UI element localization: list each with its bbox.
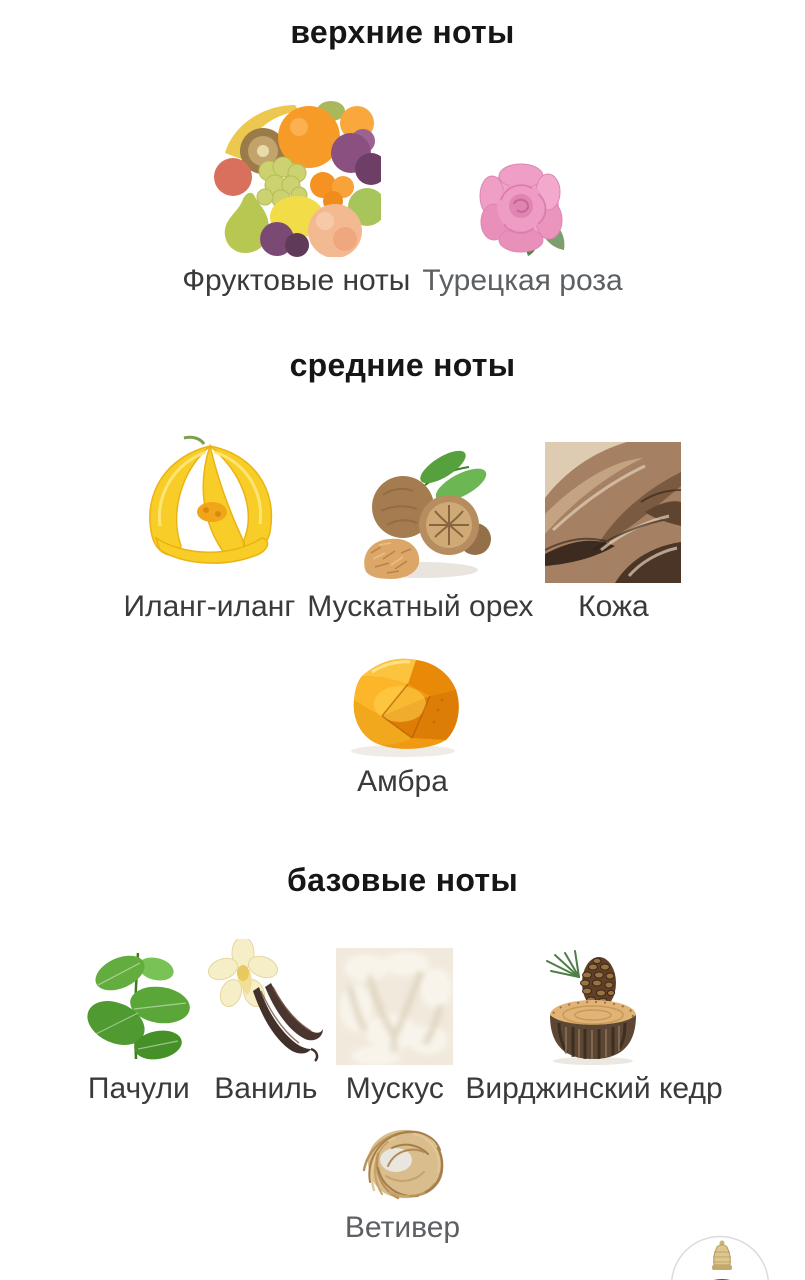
vetiver-image xyxy=(358,1120,446,1204)
middle-notes-title: средние ноты xyxy=(289,346,516,383)
perfume-bottle-icon xyxy=(670,1235,770,1280)
note-item-musk xyxy=(336,948,453,1107)
section-middle-notes xyxy=(0,347,805,800)
note-label: Иланг-иланг xyxy=(123,589,296,623)
top-notes-title: верхние ноты xyxy=(290,14,515,50)
note-label: Ветивер xyxy=(344,1211,461,1244)
note-item-virginia-cedar xyxy=(465,949,722,1107)
musk-image xyxy=(336,948,453,1065)
note-item-leather xyxy=(545,442,681,625)
middle-notes-row xyxy=(0,428,805,625)
top-notes-row xyxy=(0,89,805,299)
middle-notes-row-2 xyxy=(0,650,805,800)
note-item-amber xyxy=(338,650,468,800)
note-item-vetiver xyxy=(345,1120,460,1246)
amber-image xyxy=(338,650,468,758)
note-label: Кожа xyxy=(578,589,649,623)
patchouli-image xyxy=(82,943,195,1065)
note-item-ylang-ylang xyxy=(124,428,296,625)
note-label: Мускатный орех xyxy=(307,589,534,623)
note-item-turkish-rose xyxy=(422,160,622,299)
note-label: Турецкая роза xyxy=(422,264,623,297)
note-item-nutmeg xyxy=(307,441,533,625)
note-item-vanilla xyxy=(207,939,324,1107)
perfume-fab-button[interactable] xyxy=(670,1235,770,1280)
section-top-notes xyxy=(0,14,805,299)
note-label: Ваниль xyxy=(214,1071,318,1105)
base-notes-row-2 xyxy=(0,1120,805,1246)
fruits-image xyxy=(211,89,381,257)
section-base-notes xyxy=(0,862,805,1246)
note-label: Амбра xyxy=(357,765,448,798)
cedar-image xyxy=(539,949,648,1065)
nutmeg-image xyxy=(347,441,493,583)
note-item-fruity-notes xyxy=(182,89,410,299)
note-item-patchouli xyxy=(82,943,195,1107)
note-label: Пачули xyxy=(87,1071,190,1105)
vanilla-image xyxy=(207,939,324,1065)
rose-image xyxy=(476,160,569,257)
base-notes-row xyxy=(0,939,805,1107)
note-label: Мускус xyxy=(345,1071,444,1105)
ylang-ylang-image xyxy=(126,428,293,583)
base-notes-title: базовые ноты xyxy=(287,861,518,898)
note-label: Вирджинский кедр xyxy=(465,1071,723,1105)
note-label: Фруктовые ноты xyxy=(182,264,411,297)
leather-image xyxy=(545,442,681,583)
